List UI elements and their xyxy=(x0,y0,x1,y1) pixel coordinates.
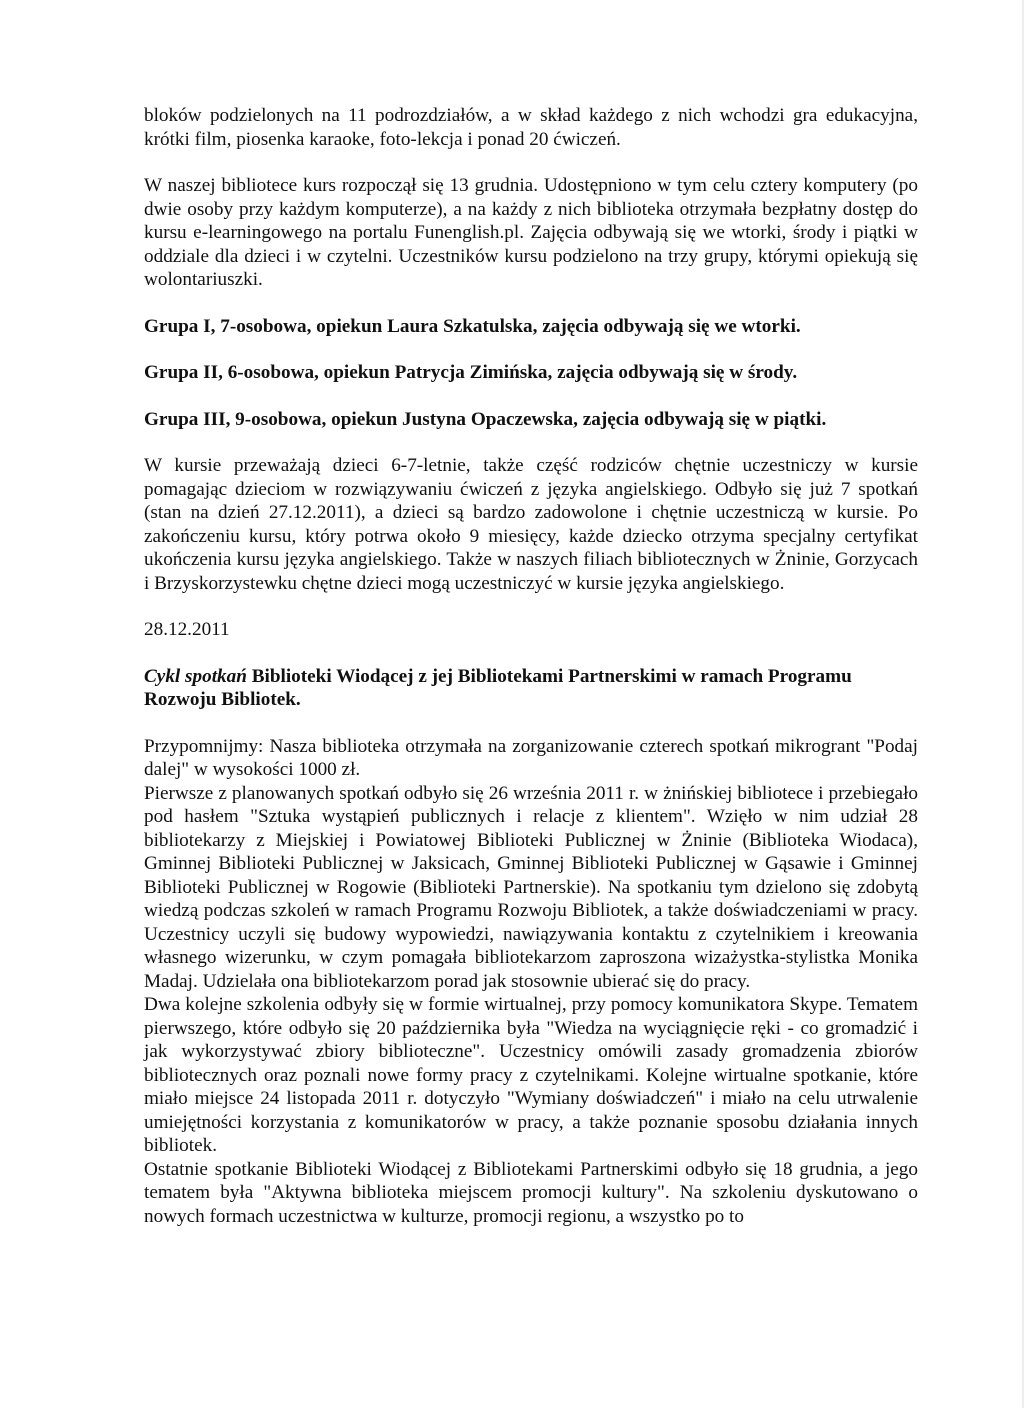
section-heading-rest: Biblioteki Wiodącej z jej Bibliotekami Partnerskimi w ramach Programu Rozwoju Bibliotek. xyxy=(144,665,852,710)
group-3-line: Grupa III, 9-osobowa, opiekun Justyna Opaczewska, zajęcia odbywają się w piątki. xyxy=(144,408,827,430)
date-line: 28.12.2011 xyxy=(144,619,230,640)
group-1-line: Grupa I, 7-osobowa, opiekun Laura Szkatulska, zajęcia odbywają się we wtorki. xyxy=(144,315,801,337)
paragraph-last-meeting: Ostatnie spotkanie Biblioteki Wiodącej z Bibliotekami Partnerskimi odbyło się 18 grudnia, a jego tematem była "Aktywna biblioteka miejscem promocji kultury". Na szkoleniu dyskutowano o nowych formach uczestnictwa w kulturze, promocji regionu, a wszystko po to xyxy=(144,1158,918,1227)
page-content xyxy=(144,104,918,1228)
section-heading xyxy=(144,665,918,712)
paragraph-first-meeting: Pierwsze z planowanych spotkań odbyło się 26 września 2011 r. w żnińskiej bibliotece i przebiegało pod hasłem "Sztuka wystąpień publicznych i relacje z klientem". Wzięło w nim udział 28 bibliotekarzy z Miejskiej i Powiatowej Biblioteki Publicznej w Żninie (Biblioteka Wiodaca), Gminnej Biblioteki Publicznej w Jaksicach, Gminnej Biblioteki Publicznej w Gąsawie i Gminnej Biblioteki Publicznej w Rogowie (Biblioteki Partnerskie). Na spotkaniu tym dzielono się zdobytą wiedzą podczas szkoleń w ramach Programu Rozwoju Bibliotek, a także doświadczeniami w pracy. Uczestnicy uczyli się budowy wypowiedzi, nawiązywania kontaktu z czytelnikiem i kreowania własnego wizerunku, w czym pomagała bibliotekarzom zaproszona wizażystka-stylistka Monika Madaj. Udzielała ona bibliotekarzom porad jak stosownie ubierać się do pracy. xyxy=(144,782,918,992)
paragraph-microgrant: Przypomnijmy: Nasza biblioteka otrzymała na zorganizowanie czterech spotkań mikrogrant "Podaj dalej" w wysokości 1000 zł. xyxy=(144,735,918,780)
group-2-line: Grupa II, 6-osobowa, opiekun Patrycja Zimińska, zajęcia odbywają się w środy. xyxy=(144,362,798,383)
paragraph-virtual-meetings: Dwa kolejne szkolenia odbyły się w formie wirtualnej, przy pomocy komunikatora Skype. Tematem pierwszego, które odbyło się 20 października była "Wiedza na wyciągnięcie ręki - co gromadzić i jak wykorzystywać zbiory biblioteczne". Uczestnicy omówili zasady gromadzenia zbiorów bibliotecznych oraz poznali nowe formy pracy z czytelnikami. Kolejne wirtualne spotkanie, które miało miejsce 24 listopada 2011 r. dotyczyło "Wymiany doświadczeń" i miało na celu utrwalenie umiejętności korzystania z komunikatorów w pracy, a także poznanie sposobu działania innych bibliotek. xyxy=(144,994,918,1156)
paragraph-course-structure: bloków podzielonych na 11 podrozdziałów, a w skład każdego z nich wchodzi gra edukacyjna, krótki film, piosenka karaoke, foto-lekcja i ponad 20 ćwiczeń. xyxy=(144,105,918,150)
paragraph-course-participants: W kursie przeważają dzieci 6-7-letnie, także część rodziców chętnie uczestniczy w kursie pomagając dzieciom w rozwiązywaniu ćwiczeń z języka angielskiego. Odbyło się już 7 spotkań (stan na dzień 27.12.2011), a dzieci są bardzo zadowolone i chętnie uczestniczą w kursie. Po zakończeniu kursu, który potrwa około 9 miesięcy, każde dziecko otrzyma specjalny certyfikat ukończenia kursu języka angielskiego. Także w naszych filiach bibliotecznych w Żninie, Gorzycach i Brzyskorzystewku chętne dzieci mogą uczestniczyć w kursie języka angielskiego. xyxy=(144,455,918,594)
section-heading-italic: Cykl spotkań xyxy=(144,665,247,687)
paragraph-course-start: W naszej bibliotece kurs rozpoczął się 13 grudnia. Udostępniono w tym celu cztery komputery (po dwie osoby przy każdym komputerze), a na każdy z nich biblioteka otrzymała bezpłatny dostęp do kursu e-learningowego na portalu Funenglish.pl. Zajęcia odbywają się we wtorki, środy i piątki w oddziale dla dzieci i w czytelni. Uczestników kursu podzielono na trzy grupy, którymi opiekują się wolontariuszki. xyxy=(144,175,918,290)
